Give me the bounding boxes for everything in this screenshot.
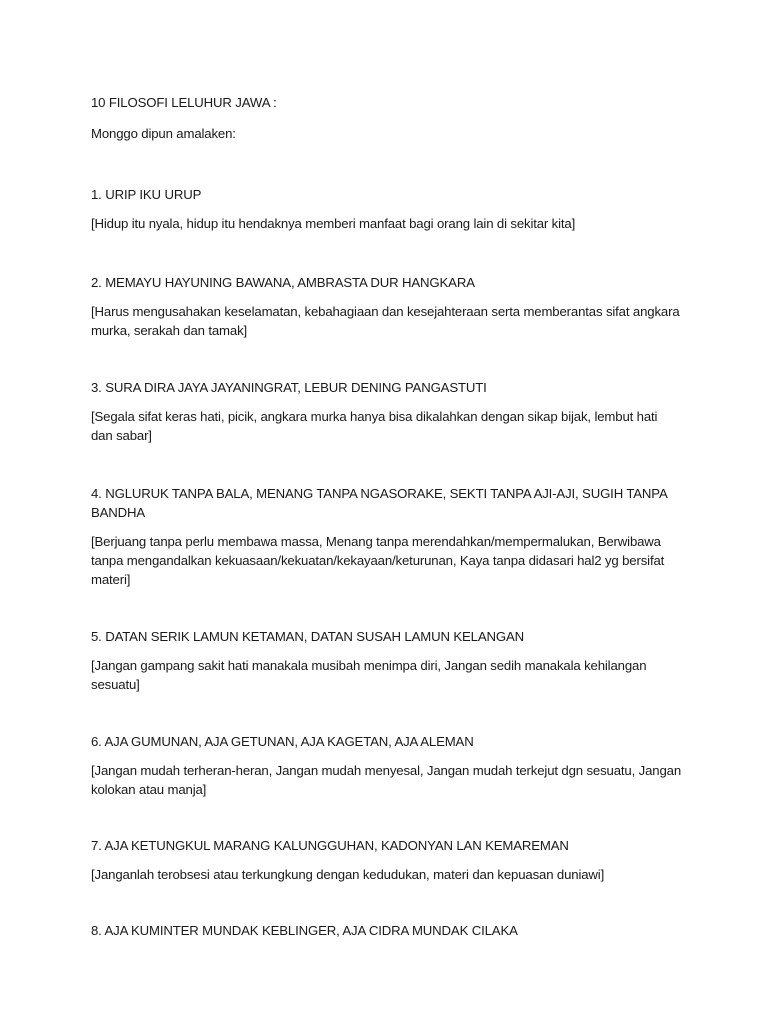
philosophy-heading: 6. AJA GUMUNAN, AJA GETUNAN, AJA KAGETAN, AJA ALEMAN bbox=[91, 734, 474, 749]
philosophy-item-1 bbox=[91, 185, 681, 233]
philosophy-description: [Hidup itu nyala, hidup itu hendaknya memberi manfaat bagi orang lain di sekitar kita] bbox=[91, 216, 576, 231]
philosophy-heading: 2. MEMAYU HAYUNING BAWANA, AMBRASTA DUR HANGKARA bbox=[91, 275, 475, 290]
philosophy-description: [Jangan gampang sakit hati manakala musibah menimpa diri, Jangan sedih manakala kehilangan sesuatu] bbox=[91, 658, 647, 692]
philosophy-heading: 3. SURA DIRA JAYA JAYANINGRAT, LEBUR DENING PANGASTUTI bbox=[91, 380, 487, 395]
philosophy-description: [Berjuang tanpa perlu membawa massa, Menang tanpa merendahkan/mempermalukan, Berwibawa tanpa mengandalkan kekuasaan/kekuatan/kekayaan/keturunan, Kaya tanpa didasari hal2 yg bersifat materi] bbox=[91, 534, 665, 587]
document-body bbox=[91, 93, 681, 940]
philosophy-heading: 8. AJA KUMINTER MUNDAK KEBLINGER, AJA CIDRA MUNDAK CILAKA bbox=[91, 923, 518, 938]
philosophy-description: [Jangan mudah terheran-heran, Jangan mudah menyesal, Jangan mudah terkejut dgn sesuatu, Jangan kolokan atau manja] bbox=[91, 763, 682, 797]
philosophy-heading: 7. AJA KETUNGKUL MARANG KALUNGGUHAN, KADONYAN LAN KEMAREMAN bbox=[91, 838, 569, 853]
philosophy-description: [Segala sifat keras hati, picik, angkara murka hanya bisa dikalahkan dengan sikap bijak, lembut hati dan sabar] bbox=[91, 409, 658, 443]
document-title: 10 FILOSOFI LELUHUR JAWA : bbox=[91, 95, 277, 110]
philosophy-description: [Janganlah terobsesi atau terkungkung dengan kedudukan, materi dan kepuasan duniawi] bbox=[91, 867, 605, 882]
philosophy-item-6 bbox=[91, 732, 681, 799]
philosophy-item-7 bbox=[91, 836, 681, 884]
philosophy-item-2 bbox=[91, 273, 681, 340]
document-intro: Monggo dipun amalaken: bbox=[91, 126, 236, 141]
philosophy-item-5 bbox=[91, 627, 681, 694]
philosophy-heading: 4. NGLURUK TANPA BALA, MENANG TANPA NGASORAKE, SEKTI TANPA AJI-AJI, SUGIH TANPA BANDHA bbox=[91, 486, 667, 520]
philosophy-item-3 bbox=[91, 378, 681, 445]
philosophy-item-8 bbox=[91, 921, 681, 940]
philosophy-heading: 5. DATAN SERIK LAMUN KETAMAN, DATAN SUSAH LAMUN KELANGAN bbox=[91, 629, 524, 644]
philosophy-item-4 bbox=[91, 484, 681, 589]
philosophy-description: [Harus mengusahakan keselamatan, kebahagiaan dan kesejahteraan serta memberantas sifat angkara murka, serakah dan tamak] bbox=[91, 304, 680, 338]
philosophy-heading: 1. URIP IKU URUP bbox=[91, 187, 202, 202]
